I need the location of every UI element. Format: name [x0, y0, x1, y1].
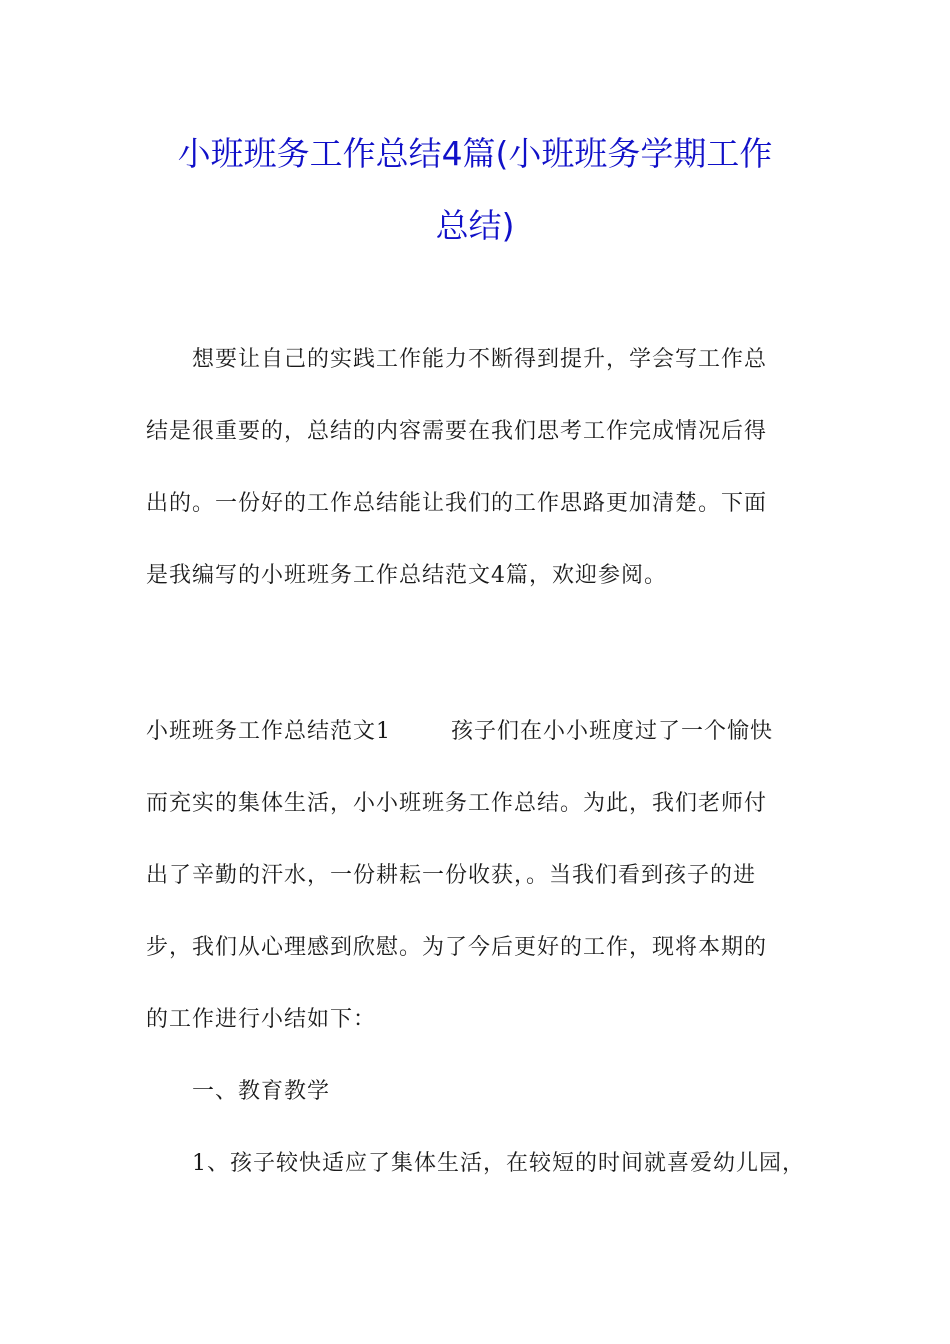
section-1-line-3: 出了辛勤的汗水，一份耕耘一份收获，。当我们看到孩子的进 [146, 863, 757, 888]
title-line-1: 小班班务工作总结4篇(小班班务学期工作 [177, 134, 773, 173]
title-line-2: 总结) [435, 206, 515, 245]
intro-paragraph [146, 324, 816, 612]
intro-line-4: 是我编写的小班班务工作总结范文4篇，欢迎参阅。 [146, 563, 667, 588]
intro-line-2: 结是很重要的，总结的内容需要在我们思考工作完成情况后得 [146, 419, 768, 444]
section-1-first-text: 孩子们在小小班度过了一个愉快 [451, 719, 774, 744]
section-1-paragraph [146, 696, 816, 1200]
section-1-heading: 小班班务工作总结范文1 [146, 719, 391, 744]
intro-line-1: 想要让自己的实践工作能力不断得到提升，学会写工作总 [192, 347, 768, 372]
subheading-education: 一、教育教学 [192, 1079, 331, 1104]
document-title [120, 118, 830, 262]
item-1-line: 1、孩子较快适应了集体生活，在较短的时间就喜爱幼儿园， [192, 1151, 805, 1176]
section-1-line-5: 的工作进行小结如下： [146, 1007, 377, 1032]
section-1-first-line [146, 696, 816, 768]
section-1-line-4: 步，我们从心理感到欣慰。为了今后更好的工作，现将本期的 [146, 935, 768, 960]
intro-line-3: 出的。一份好的工作总结能让我们的工作思路更加清楚。下面 [146, 491, 768, 516]
section-1-line-2: 而充实的集体生活，小小班班务工作总结。为此，我们老师付 [146, 791, 768, 816]
